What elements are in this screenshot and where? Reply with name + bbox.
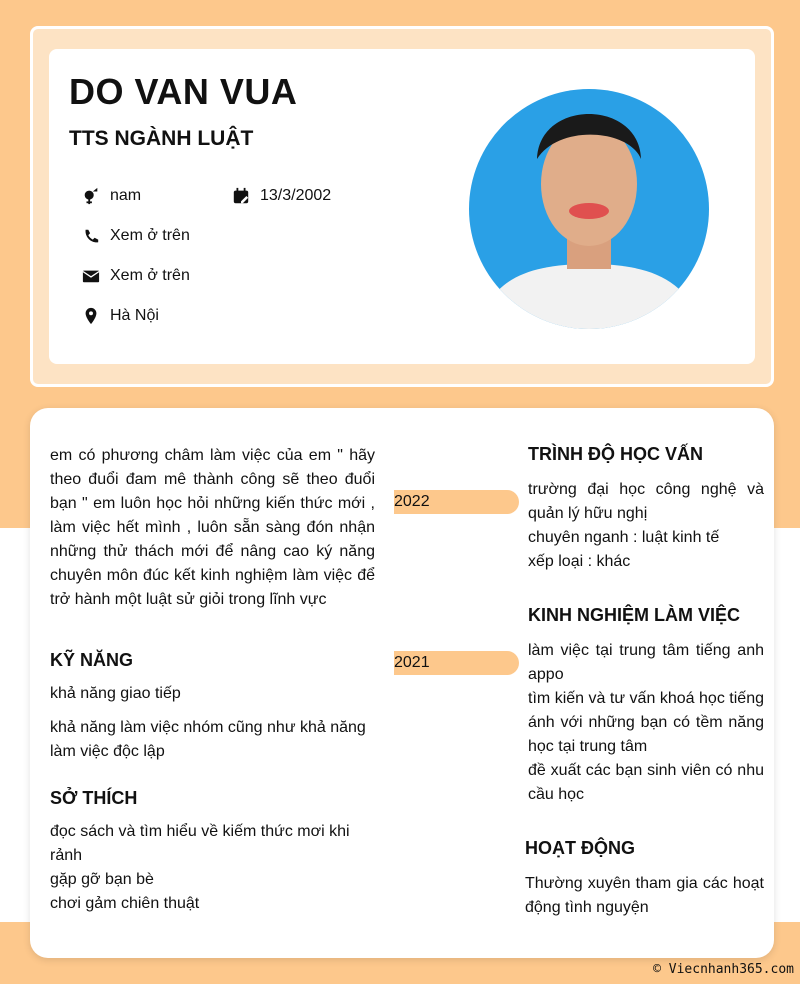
gender-row <box>82 187 141 205</box>
skill-item: khả năng làm việc nhóm cũng như khả năng làm việc độc lập <box>50 719 366 760</box>
address-value: Hà Nội <box>110 307 159 324</box>
education-major: chuyên nganh : luật kinh tế <box>528 529 720 546</box>
education-school: trường đại học công nghệ và quản lý hữu nghị <box>528 481 764 522</box>
email-value: Xem ở trên <box>110 267 190 284</box>
experience-year: 2021 <box>394 651 519 675</box>
skills-heading: KỸ NĂNG <box>50 650 134 670</box>
experience-item: làm việc tại trung tâm tiếng anh appo <box>528 642 764 683</box>
phone-row <box>82 227 190 245</box>
content-card <box>30 408 774 958</box>
education-year: 2022 <box>394 490 519 514</box>
education-grade: xếp loại : khác <box>528 553 631 570</box>
email-icon <box>82 267 100 285</box>
activities-text: Thường xuyên tham gia các hoạt động tình nguyện <box>525 875 764 916</box>
address-row <box>82 307 159 325</box>
experience-heading: KINH NGHIỆM LÀM VIỆC <box>528 605 741 625</box>
footer-credit: © Viecnhanh365.com <box>653 962 794 977</box>
profile-photo <box>469 89 709 329</box>
experience-item: tìm kiến và tư vấn khoá học tiếng ánh với những bạn có tềm năng học tại trung tâm <box>528 690 764 755</box>
calendar-icon <box>232 187 250 205</box>
location-pin-icon <box>82 307 100 325</box>
gender-value: nam <box>110 187 142 204</box>
hobby-item: gặp gỡ bạn bè <box>50 871 154 888</box>
phone-value: Xem ở trên <box>110 227 190 244</box>
education-heading: TRÌNH ĐỘ HỌC VẤN <box>528 444 703 464</box>
hobby-item: chơi gảm chiên thuật <box>50 895 200 912</box>
header-inner <box>49 49 755 364</box>
email-row <box>82 267 190 285</box>
about-text: em có phương châm làm việc của em " hãy theo đuổi đam mê thành công sẽ theo đuổi bạn " em luôn học hỏi những kiến thức mới , làm việc hết mình , luôn sẵn sàng đón nhận những thử thách mới để nâng cao ký năng chuyên môn đúc kết kinh nghiệm làm việc để trở hành một luật sử giỏi trong lĩnh vực <box>50 447 375 608</box>
hobbies-heading: SỞ THÍCH <box>50 788 138 808</box>
experience-item: đề xuất các bạn sinh viên có nhu cầu học <box>528 762 764 803</box>
job-title: TTS NGÀNH LUẬT <box>69 127 254 150</box>
phone-icon <box>82 227 100 245</box>
birthdate-row <box>232 187 331 205</box>
birthdate-value: 13/3/2002 <box>260 187 332 204</box>
header-card <box>30 26 774 387</box>
gender-icon <box>82 187 100 205</box>
skill-item: khả năng giao tiếp <box>50 685 181 702</box>
full-name: DO VAN VUA <box>69 71 298 112</box>
hobby-item: đọc sách và tìm hiểu về kiếm thức mơi khi rảnh <box>50 823 350 864</box>
activities-heading: HOẠT ĐỘNG <box>525 838 635 858</box>
